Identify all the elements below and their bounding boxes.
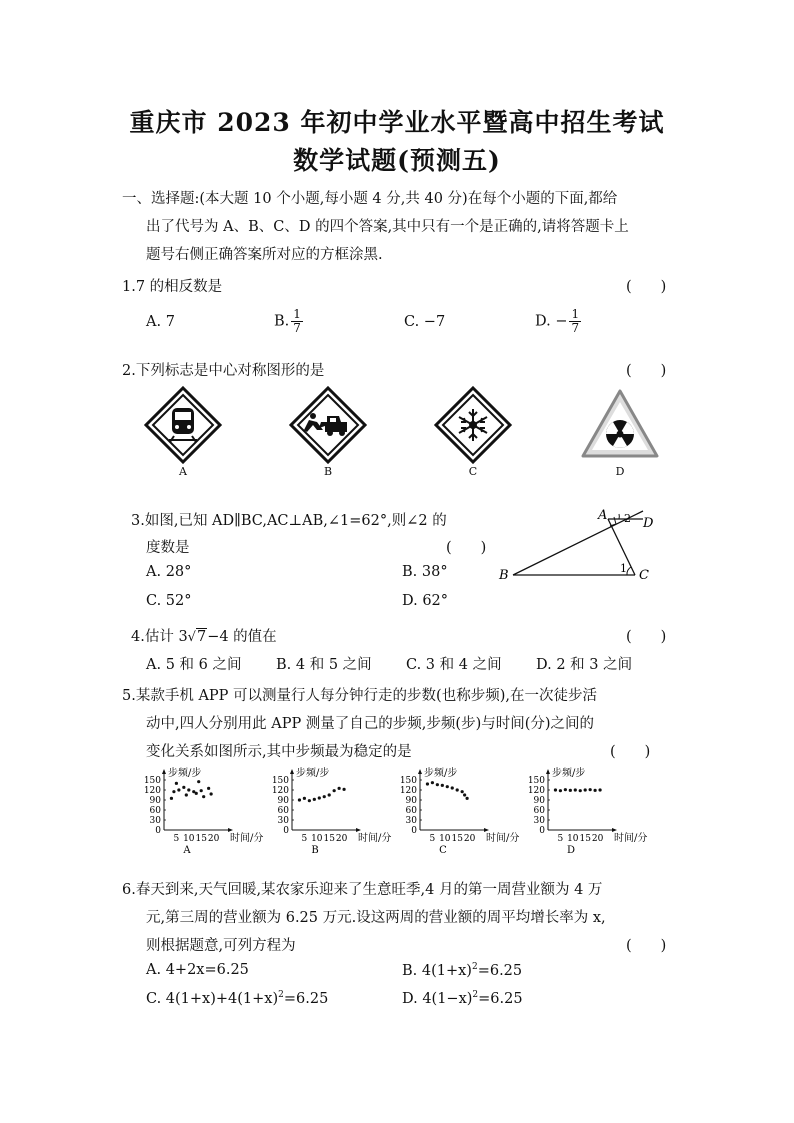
q1-b-fraction: $\frac{1}{7}$ (293, 307, 301, 335)
y-axis-label: 步频/步 (552, 768, 586, 779)
data-point (318, 796, 321, 799)
sign-b-roadwork (289, 386, 367, 464)
q3-option-a: A. 28° (146, 564, 192, 580)
angle-1-arc (627, 567, 631, 575)
data-point (466, 797, 469, 800)
y-tick-label: 120 (271, 786, 289, 796)
data-point (564, 788, 567, 791)
x-tick-label: 20 (335, 834, 348, 844)
x-tick-label: 5 (429, 834, 436, 844)
chart-B (272, 766, 392, 856)
y-tick-label: 30 (277, 816, 289, 826)
y-tick-label: 30 (149, 816, 161, 826)
data-point (323, 795, 326, 798)
label-a: A (598, 508, 608, 523)
q4-option-d: D. 2 和 3 之间 (536, 657, 633, 673)
y-tick-label: 150 (143, 776, 161, 786)
q2-stem: 2.下列标志是中心对称图形的是 (122, 363, 325, 379)
data-point (461, 790, 464, 793)
x-tick-label: 5 (173, 834, 180, 844)
data-point (554, 788, 557, 791)
q4-answer-paren: ( ) (626, 629, 667, 645)
q3-stem-line2: 度数是 (146, 540, 190, 556)
y-tick-label: 60 (533, 806, 545, 816)
y-axis-label: 步频/步 (296, 768, 330, 779)
data-point (172, 790, 175, 793)
data-point (207, 787, 210, 790)
y-axis-arrow (546, 769, 550, 774)
section-heading-line3: 题号右侧正确答案所对应的方框涂黑. (146, 247, 383, 263)
data-point (308, 799, 311, 802)
x-tick-label: 20 (207, 834, 220, 844)
x-axis-label: 时间/分 (486, 833, 520, 844)
x-tick-label: 15 (579, 834, 591, 844)
q1-d-fraction: $\frac{1}{7}$ (571, 307, 580, 335)
x-axis-arrow (484, 828, 489, 832)
data-point (202, 795, 205, 798)
chart-D (528, 766, 648, 856)
x-tick-label: 15 (323, 834, 335, 844)
y-tick-label: 60 (277, 806, 289, 816)
q1-option-a: A. 7 (146, 314, 175, 330)
q5-stem-line2: 动中,四人分别用此 APP 测量了自己的步频,步频(步)与时间(分)之间的 (146, 716, 595, 732)
x-axis-arrow (228, 828, 233, 832)
data-point (313, 798, 316, 801)
q4-radicand: 7 (196, 629, 207, 645)
x-tick-label: 10 (311, 834, 323, 844)
y-tick-label: 90 (277, 796, 289, 806)
y-tick-label: 150 (271, 776, 289, 786)
data-point (170, 797, 173, 800)
chart-title: C (439, 845, 447, 856)
data-point (594, 789, 597, 792)
x-tick-label: 10 (439, 834, 451, 844)
q1-option-c: C. −7 (404, 314, 446, 330)
sign-label-a: A (179, 465, 187, 478)
x-tick-label: 5 (301, 834, 308, 844)
data-point (574, 788, 577, 791)
label-b: B (499, 568, 509, 583)
q3-geometry-figure (495, 503, 665, 585)
data-point (446, 785, 449, 788)
x-axis-label: 时间/分 (230, 833, 264, 844)
sign-label-d: D (615, 465, 625, 478)
y-tick-label: 120 (399, 786, 417, 796)
q3-option-b: B. 38° (402, 564, 448, 580)
x-axis-label: 时间/分 (614, 833, 648, 844)
q6-stem-line3: 则根据题意,可列方程为 (146, 938, 296, 954)
q5-answer-paren: ( ) (610, 744, 651, 760)
y-axis-label: 步频/步 (424, 768, 458, 779)
y-axis-arrow (418, 769, 422, 774)
chart-C (400, 766, 520, 856)
q5-stem-line1: 5.某款手机 APP 可以测量行人每分钟行走的步数(也称步频),在一次徒步活 (122, 688, 597, 704)
x-axis-arrow (612, 828, 617, 832)
y-tick-label: 90 (533, 796, 545, 806)
q3-answer-paren: ( ) (446, 540, 487, 556)
data-point (333, 789, 336, 792)
q3-stem-line1: 3.如图,已知 AD∥BC,AC⊥AB,∠1=62°,则∠2 的 (131, 513, 447, 529)
data-point (210, 792, 213, 795)
x-axis-arrow (356, 828, 361, 832)
page-title: 重庆市 2023 年初中学业水平暨高中招生考试 (129, 108, 665, 137)
y-tick-label: 150 (399, 776, 417, 786)
q1-answer-paren: ( ) (626, 279, 667, 295)
data-point (559, 789, 562, 792)
y-axis-label: 步频/步 (168, 768, 202, 779)
data-point (431, 781, 434, 784)
sign-d-radiation (580, 388, 660, 460)
y-tick-label: 0 (411, 826, 417, 836)
data-point (463, 793, 466, 796)
sign-label-c: C (468, 465, 478, 478)
q6-option-d: D. $4(1-x)^2=6.25$ (402, 990, 523, 1007)
data-point (451, 786, 454, 789)
q1-option-b: B. $\frac{1}{7}$ (274, 307, 301, 335)
data-point (298, 798, 301, 801)
q4-option-c: C. 3 和 4 之间 (406, 657, 502, 673)
data-point (182, 786, 185, 789)
chart-title: D (566, 845, 576, 856)
chart-title: B (311, 845, 319, 856)
data-point (456, 788, 459, 791)
x-axis-label: 时间/分 (358, 833, 392, 844)
label-d: D (643, 516, 654, 531)
data-point (197, 780, 200, 783)
data-point (195, 792, 198, 795)
q6-stem-line2: 元,第三周的营业额为 6.25 万元.设这两周的营业额的周平均增长率为 x, (146, 910, 606, 926)
data-point (338, 787, 341, 790)
data-point (584, 788, 587, 791)
sign-c-snowflake (434, 386, 512, 464)
y-tick-label: 90 (149, 796, 161, 806)
q6-option-a: A. 4+2x=6.25 (146, 962, 249, 978)
sign-a-train (144, 386, 222, 464)
data-point (569, 789, 572, 792)
q6-option-b: B. $4(1+x)^2=6.25$ (402, 962, 523, 979)
data-point (177, 788, 180, 791)
label-angle-1: 1 (620, 562, 627, 575)
data-point (436, 783, 439, 786)
data-point (579, 789, 582, 792)
x-tick-label: 15 (195, 834, 207, 844)
y-tick-label: 150 (527, 776, 545, 786)
x-tick-label: 20 (463, 834, 476, 844)
x-tick-label: 20 (591, 834, 604, 844)
q4-option-a: A. 5 和 6 之间 (146, 657, 242, 673)
section-heading-line1: 一、选择题:(本大题 10 个小题,每小题 4 分,共 40 分)在每个小题的下面,都给 (122, 191, 618, 207)
label-c: C (639, 568, 649, 583)
data-point (328, 793, 331, 796)
y-tick-label: 0 (283, 826, 289, 836)
data-point (441, 784, 444, 787)
y-tick-label: 30 (533, 816, 545, 826)
y-tick-label: 0 (155, 826, 161, 836)
q3-option-c: C. 52° (146, 593, 192, 609)
q1-stem: 1.7 的相反数是 (122, 279, 223, 295)
q3-option-d: D. 62° (402, 593, 449, 609)
data-point (426, 782, 429, 785)
q5-stem-line3: 变化关系如图所示,其中步频最为稳定的是 (146, 744, 412, 760)
data-point (185, 793, 188, 796)
y-tick-label: 120 (527, 786, 545, 796)
chart-title: A (183, 845, 191, 856)
y-tick-label: 60 (405, 806, 417, 816)
y-tick-label: 30 (405, 816, 417, 826)
q2-answer-paren: ( ) (626, 363, 667, 379)
data-point (589, 788, 592, 791)
x-tick-label: 5 (557, 834, 564, 844)
y-axis-arrow (162, 769, 166, 774)
data-point (175, 782, 178, 785)
y-tick-label: 0 (539, 826, 545, 836)
q5-step-frequency-charts (140, 764, 660, 860)
sign-label-b: B (323, 465, 333, 478)
q6-option-c: C. $4(1+x)+4(1+x)^2=6.25$ (146, 990, 329, 1007)
q4-option-b: B. 4 和 5 之间 (276, 657, 372, 673)
y-tick-label: 90 (405, 796, 417, 806)
data-point (598, 788, 601, 791)
q6-stem-line1: 6.春天到来,天气回暖,某农家乐迎来了生意旺季,4 月的第一周营业额为 4 万 (122, 882, 603, 898)
y-axis-arrow (290, 769, 294, 774)
data-point (342, 788, 345, 791)
data-point (187, 788, 190, 791)
q6-answer-paren: ( ) (626, 938, 667, 954)
chart-A (144, 766, 264, 856)
x-tick-label: 10 (567, 834, 579, 844)
q4-stem: 4.估计 3√7−4 的值在 (131, 629, 277, 645)
page-subtitle: 数学试题(预测五) (293, 146, 501, 175)
q1-option-d: D. − $\frac{1}{7}$ (535, 307, 580, 335)
data-point (303, 797, 306, 800)
section-heading-line2: 出了代号为 A、B、C、D 的四个答案,其中只有一个是正确的,请将答题卡上 (146, 219, 629, 235)
x-tick-label: 10 (183, 834, 195, 844)
y-tick-label: 120 (143, 786, 161, 796)
y-tick-label: 60 (149, 806, 161, 816)
x-tick-label: 15 (451, 834, 463, 844)
data-point (200, 789, 203, 792)
label-angle-2: 2 (624, 512, 631, 525)
radiation-icon (606, 420, 634, 448)
